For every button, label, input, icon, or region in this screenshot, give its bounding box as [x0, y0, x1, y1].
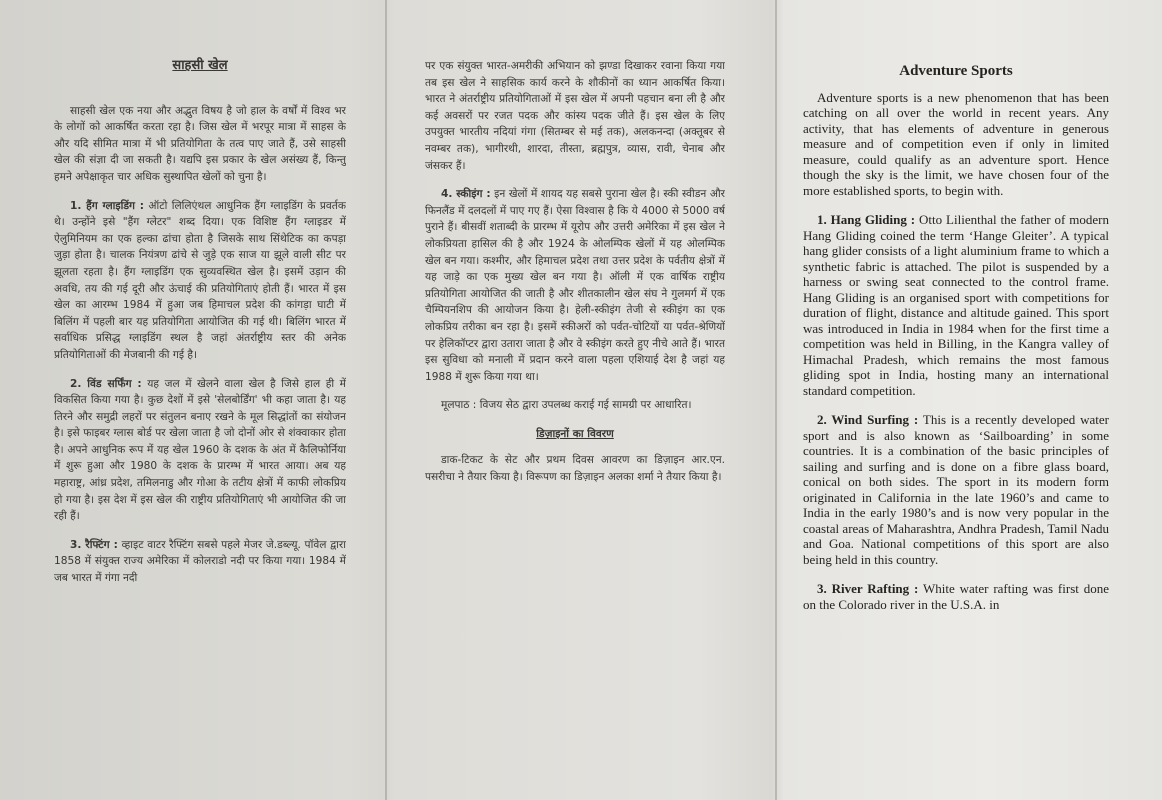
hindi-design-text: डाक-टिकट के सेट और प्रथम दिवस आवरण का डिज़ाइन आर.एन. पसरीचा ने तैयार किया है। विरूपण का डिज़ाइन अलका शर्मा ने तैयार किया है। [425, 454, 725, 484]
english-wind-surfing-text: This is a recently developed water sport and is also known as ‘Sailboarding’ in some countries. It is a combination of the basic principles of sailing and surfing and is done on a fibre glass board, conical on both sides. The sport in its modern form originated in California in the late 1960’s and came to India in the early 1980’s and is now very popular in the coastal areas of Maharashtra, Andhra Pradesh, Tamil Nadu and Goa. National competitions of this sport are also being held in this country. [803, 412, 1109, 567]
english-river-rafting [803, 581, 1109, 612]
hindi-left-column [54, 0, 346, 800]
hindi-rafting-continued: पर एक संयुक्त भारत-अमरीकी अभियान को झण्डा दिखाकर रवाना किया गया तब इस खेल ने साहसिक कार्य करने के शौकीनों का ध्यान आकर्षित किया। भारत ने अंतर्राष्ट्रीय प्रतियोगिताओं में इस खेल में अपनी पहचान बना ली है और कई अवसरों पर रजत पदक और कांस्य पदक जीते हैं। इस खेल के लिए उपयुक्त भारतीय नदियां गंगा (सितम्बर से मई तक), अलकनन्दा (अक्तूबर से नवम्बर तक), भागीरथी, शारदा, तीस्ता, ब्रह्मपुत्र, व्यास, रावी, चेनाब और जंसकर हैं। [425, 60, 725, 172]
english-wind-surfing-heading: 2. Wind Surfing : [817, 412, 919, 427]
english-hang-gliding [803, 212, 1109, 398]
hindi-rafting-heading: 3. रैफ्टिंग : [70, 538, 118, 551]
hindi-hang-gliding-text: ऑटो लिलिएंथल आधुनिक हैंग ग्लाइडिंग के प्रवर्तक थे। उन्होंने इसे "हैंग ग्लेटर" शब्द दिया। एक विशिष्ट हैंग ग्लाइडर में ऐलुमिनियम का एक हल्का ढांचा होता है जिसके साथ सिंथेटिक का कपड़ा जुड़ा होता है। चालक नियंत्रण ढांचे से जुड़े एक साज या झूले वाली सीट पर झूलता रहता है। हैंग ग्लाइडिंग एक सुव्यवस्थित खेल है। इसमें उड़ान की अवधि, तय की गई दूरी और ऊंचाई की प्रतियोगिताएं होती हैं। भारत में इस खेल का आरम्भ 1984 में हुआ जब हिमाचल प्रदेश की कांगड़ा घाटी में बिलिंग में पहली बार यह प्रतियोगिता आयोजित की गई थी। बिलिंग भारत में सर्वाधिक प्रसिद्ध ग्लाइडिंग स्थल है जहां अंतर्राष्ट्रीय स्तर की अनेक प्रतियोगिताओं की मेजबानी की गई है। [54, 199, 346, 361]
fold-line-right [775, 0, 777, 800]
english-hang-gliding-heading: 1. Hang Gliding : [817, 212, 916, 227]
hindi-title: साहसी खेल [172, 58, 228, 73]
english-title: Adventure Sports [899, 63, 1013, 79]
hindi-skiing [425, 186, 725, 385]
english-river-rafting-text: White water rafting was first done on the Colorado river in the U.S.A. in [803, 581, 1109, 612]
hindi-design-title: डिज़ाइनों का विवरण [536, 427, 614, 440]
hindi-skiing-text: इन खेलों में शायद यह सबसे पुराना खेल है। स्की स्वीडन और फिनलैंड में दलदलों में पाए गए हैं। ऐसा विश्वास है कि ये 4000 से 5000 वर्ष पुराने हैं। बीसवीं शताब्दी के प्रारम्भ में यूरोप और उत्तरी अमेरिका में इस खेल ने लोकप्रियता हासिल की है और 1924 के ओलम्पिक खेलों में यह ओलम्पिक खेल बन गया। कश्मीर, और हिमाचल प्रदेश तथा उत्तर प्रदेश के पर्वतीय क्षेत्रों में यह जाड़े का एक मुख्य खेल बन गया है। ऑली में एक वार्षिक राष्ट्रीय प्रतियोगिता आयोजित की जाती है और शीतकालीन खेल संघ ने गुलमर्ग में एक चैम्पियनशिप की आयोजन किया है। हेली-स्कीइंग तेजी से स्कीइंग का एक लोकप्रिय तरीका बन रहा है। इसमें स्कीअरों को पर्वत-चोटियों या पर्वत-श्रेणियों पर हेलिकॉप्टर द्वारा उतारा जाता है और वे स्कीइंग करते हुए नीचे आते हैं। भारत इस सुविधा को मनाली में प्रदान करने वाला पहला एशियाई देश है जहां यह 1988 में शुरू किया गया था। [425, 188, 725, 383]
english-river-rafting-heading: 3. River Rafting : [817, 581, 919, 596]
hindi-wind-surfing-text: यह जल में खेलने वाला खेल है जिसे हाल ही में विकसित किया गया है। कुछ देशों में इसे 'सेलबोर्डिंग' भी कहा जाता है। यह तिरने और समुद्री लहरों पर संतुलन बनाए रखने के मूल सिद्धांतों का संयोजन है। इसे फाइबर ग्लास बोर्ड पर खेला जाता है जो दोनों ओर से शंक्वाकार होता है। अपने आधुनिक रूप में यह खेल 1960 के दशक के अंत में कैलिफोर्निया में शुरू हुआ और 1980 के दशक के प्रारम्भ में भारत आया। अब यह महाराष्ट्र, आंध्र प्रदेश, तमिलनाडु और गोआ के तटीय क्षेत्रों में काफी लोकप्रिय हो गया है। इस देश में इस खेल की राष्ट्रीय प्रतियोगिताएं भी आयोजित की जा रही हैं। [54, 377, 346, 523]
hindi-intro: साहसी खेल एक नया और अद्भुत विषय है जो हाल के वर्षों में विश्व भर के लोगों को आकर्षित करता रहा है। जिस खेल में भरपूर मात्रा में साहस के और यदि सीमित मात्रा में भी प्रतियोगिता के तत्व पाए जाते हैं, उसे साहसी खेल की संज्ञा दी जा सकती है। यद्यपि इस प्रकार के खेल असंख्य हैं, किन्तु हमने अपेक्षाकृत चार अधिक सुस्थापित खेलों को चुना है। [54, 104, 346, 183]
hindi-skiing-heading: 4. स्कीइंग : [441, 188, 491, 201]
hindi-wind-surfing-heading: 2. विंड सर्फिंग : [70, 377, 142, 390]
hindi-hang-gliding [54, 198, 346, 364]
english-intro: Adventure sports is a new phenomenon that has been catching on all over the world in recent years. Any activity, that has elements of adventure in generous measure and of competition even if only in limited measure, could qualify as an adventure sport. Hence though the sky is the limit, we have chosen four of the more established sports, to begin with. [803, 89, 1109, 198]
hindi-rafting [54, 537, 346, 587]
english-hang-gliding-text: Otto Lilienthal the father of modern Hang Gliding coined the term ‘Hange Gleiter’. A typical hang glider consists of a light aluminium frame to which a synthetic fabric is attached. The pilot is suspended by a harness or swing seat connected to the control frame. Hang Gliding is an organised sport with competitions for duration of flight, distance and altitude gained. This sport was introduced in India in 1984 when for the first time a competition was held in Billing, in the Kangra valley of Himachal Pradesh, which remains the most famous gliding spot in India, hosting many an international standard competition. [803, 212, 1109, 398]
hindi-hang-gliding-heading: 1. हैंग ग्लाइडिंग : [70, 199, 144, 212]
hindi-rafting-text: व्हाइट वाटर रैफ्टिंग सबसे पहले मेजर जे.डब्ल्यू. पॉवेल द्वारा 1858 में संयुक्त राज्य अमेरिका में कोलराडो नदी पर किया गया। 1984 में जब भारत में गंगा नदी [54, 538, 346, 585]
hindi-middle-column [425, 0, 725, 800]
hindi-wind-surfing [54, 376, 346, 525]
english-wind-surfing [803, 412, 1109, 567]
fold-line-left [385, 0, 387, 800]
hindi-source-note: मूलपाठ : विजय सेठ द्वारा उपलब्ध कराई गई सामग्री पर आधारित। [441, 399, 692, 412]
english-column [803, 0, 1109, 800]
